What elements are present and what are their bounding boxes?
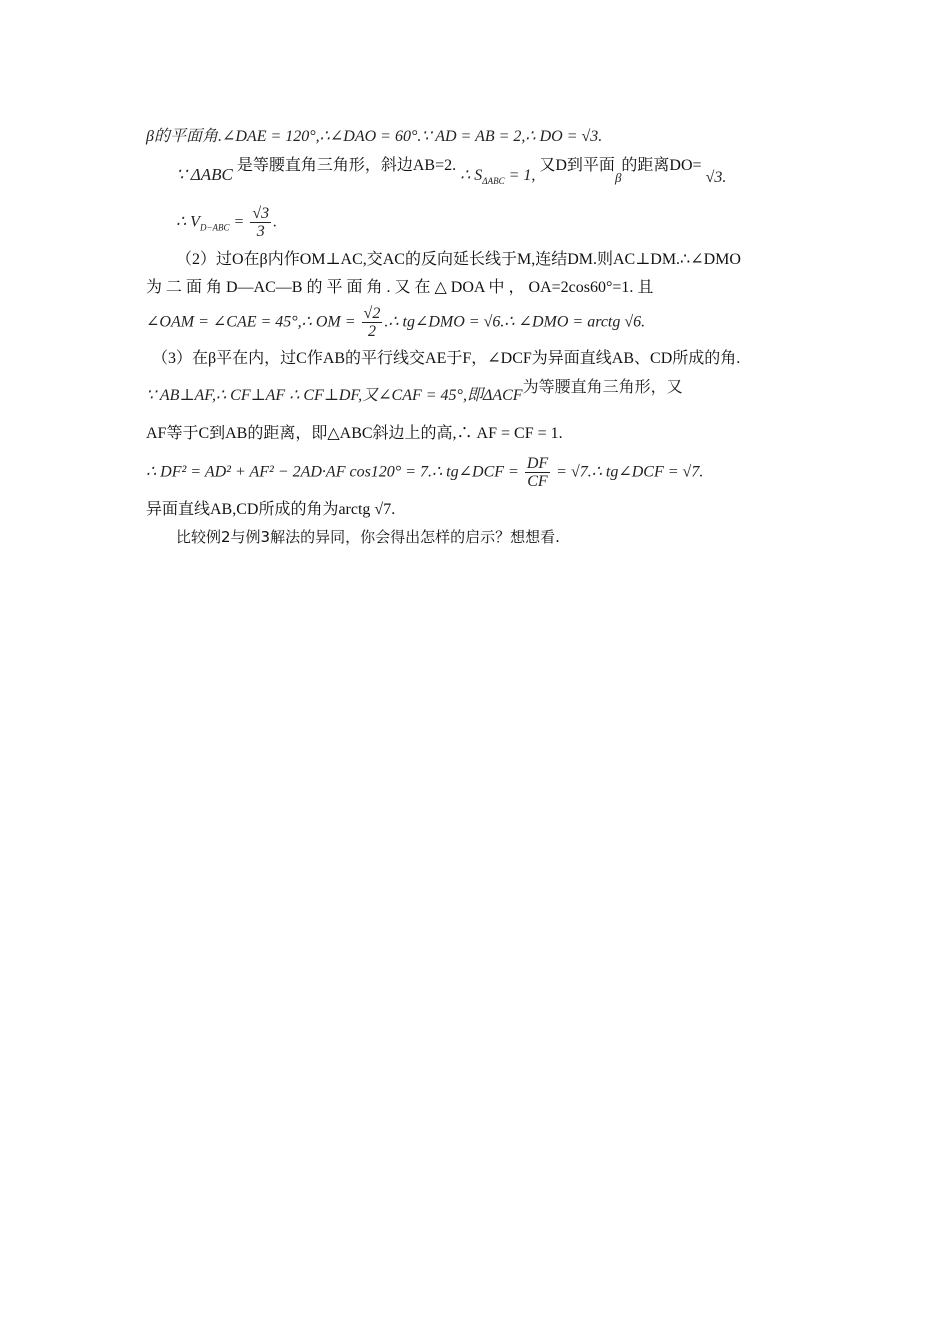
line-10: ∴ DF² = AD² + AF² − 2AD·AF cos120° = 7.∴ tg∠DCF = $\frac{DF}{CF}$ = √7.∴ tg∠DCF = √7. [146, 455, 704, 490]
line-9: AF等于C到AB的距离，即△ABC斜边上的高,∴ AF = CF = 1. [146, 425, 563, 442]
line-5: 为 二 面 角 D—AC—B 的 平 面 角 . 又 在 △ DOA 中 ， OA=2cos60°=1. 且 [146, 279, 654, 296]
line-4: （2）过O在β内作OM⊥AC,交AC的反向延长线于M,连结DM.则AC⊥DM.∴∠DMO [176, 251, 741, 268]
line-7: （3）在β平在内，过C作AB的平行线交AE于F，∠DCF为异面直线AB、CD所成的角. [152, 350, 741, 367]
sqrt3-value: √3. [705, 169, 727, 186]
distance-statement: 又D到平面 [539, 157, 615, 174]
isosceles-statement: 是等腰直角三角形，斜边AB=2. [236, 157, 457, 174]
line-12-reflection: 比较例2与例3解法的异同，你会得出怎样的启示？想想看. [176, 528, 560, 546]
area-symbol: ∴ $S_{\Delta ABC}$ [460, 167, 505, 186]
distance-do: 的距离DO= [621, 157, 702, 174]
beta-symbol: β [614, 170, 622, 185]
line-11: 异面直线AB,CD所成的角为arctg √7. [146, 501, 396, 518]
volume-fraction: $\frac{√3}{3}$ [252, 205, 270, 240]
triangle-abc: ∵ ΔABC [176, 165, 233, 184]
line-3-volume: ∴ $V_{D-ABC}$ = $\frac{√3}{3}$ . [176, 205, 278, 240]
area-value: = 1, [504, 167, 536, 184]
isosceles-right-triangle-text: 为等腰直角三角形，又 [522, 379, 683, 396]
line-6: ∠OAM = ∠CAE = 45°,∴ OM = $\frac{√2}{2}$ .∴ tg∠DMO = √6.∴ ∠DMO = arctg √6. [146, 305, 646, 340]
om-fraction: $\frac{√2}{2}$ [363, 305, 381, 340]
tg-fraction: $\frac{DF}{CF}$ [526, 455, 549, 490]
line-1: β的平面角.∠DAE = 120°,∴∠DAO = 60°.∵ AD = AB = 2,∴ DO = √3. [146, 128, 603, 145]
line-8: ∵ AB⊥AF,∴ CF⊥AF ∴ CF⊥DF,又∠CAF = 45°,即ΔACF为等腰直角三角形，又 [146, 379, 683, 404]
line-2 [176, 155, 727, 186]
